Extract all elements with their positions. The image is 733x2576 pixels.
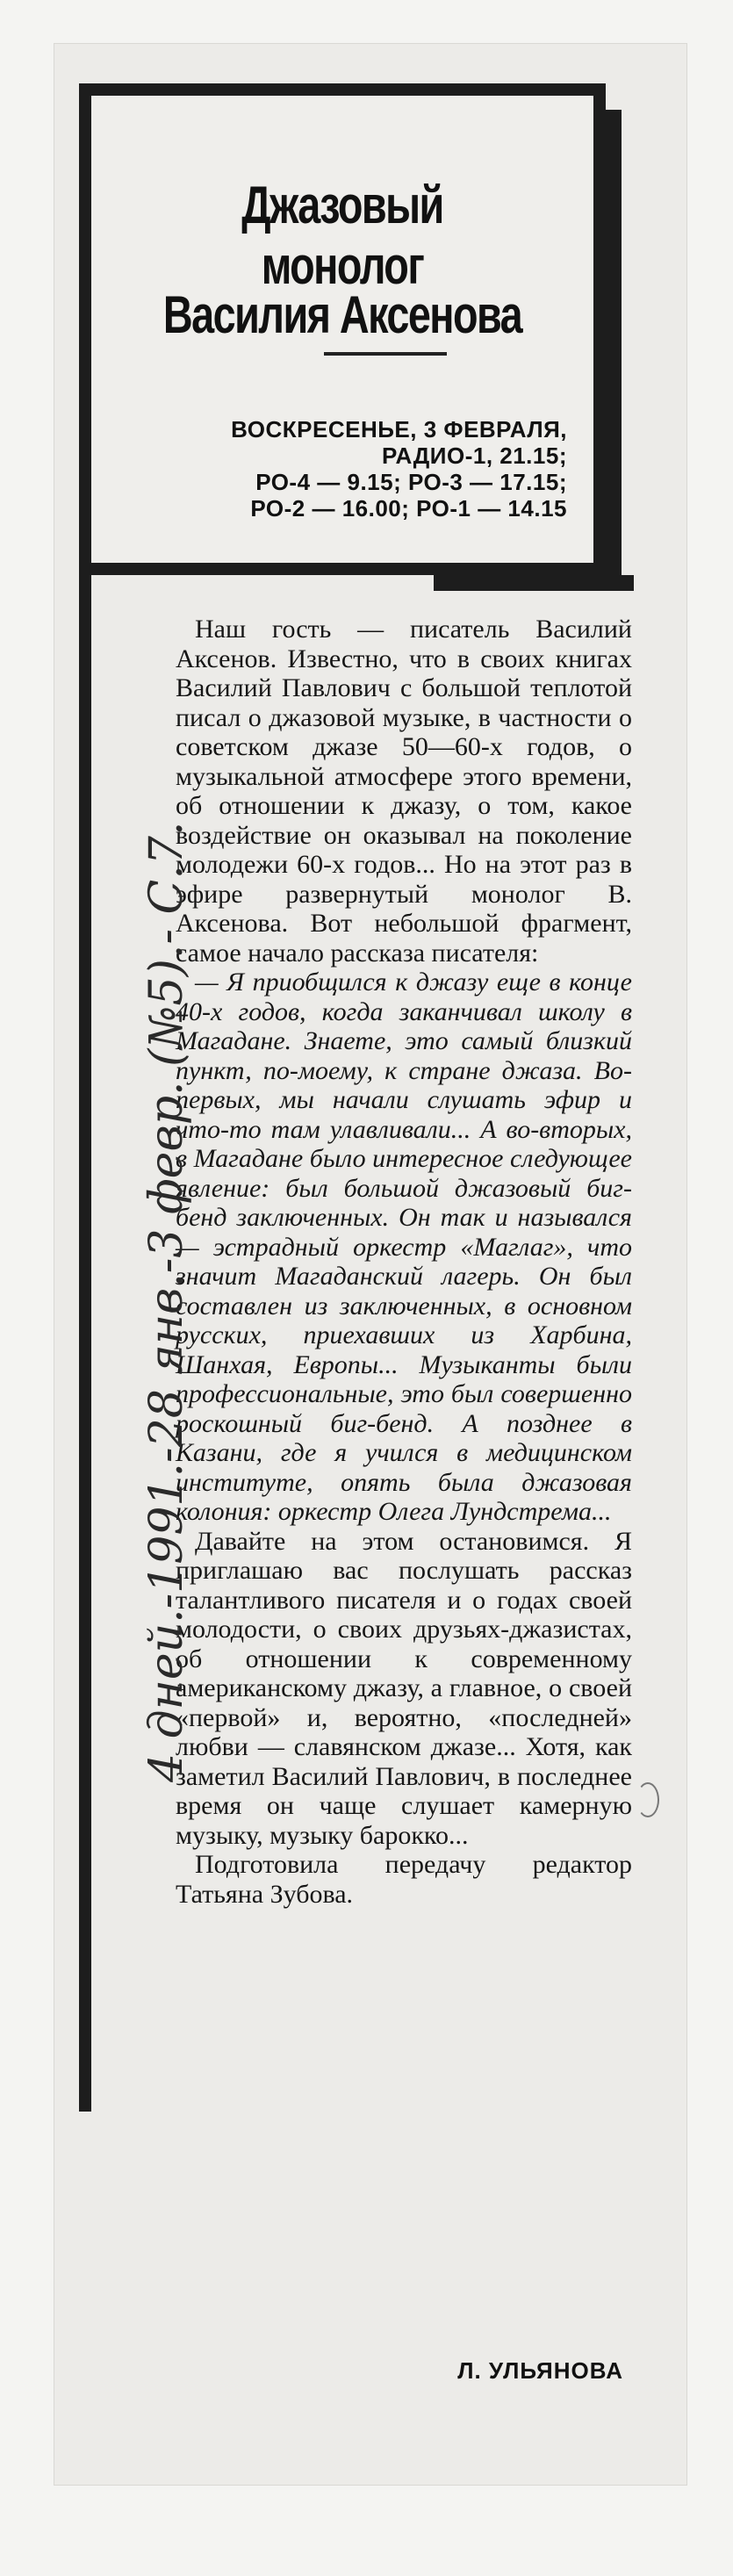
pen-mark [636, 1782, 659, 1817]
article-quote-paragraph: — Я приобщился к джазу еще в конце 40-х годов, когда заканчивал школу в Магадане. Знаете, это самый близкий пункт, по-моему, к стране джаза. Во-первых, мы начали слушать эфир и что-то там улавливали... А во-вторых, в Магадане было интересное следующее явление: был большой джазовый биг-бенд заключенных. Он так и назывался — эстрадный оркестр «Маглаг», что значит Магаданский лагерь. Он был составлен из заключенных, в основном русских, приехавших из Харбина, Шанхая, Европы... Музыканты были профессиональные, это был совершенно роскошный биг-бенд. А позднее в Казани, где я учился в медицинском институте, опять была джазовая колония: оркестр Олега Лундстрема... [176, 968, 632, 1526]
schedule-line: РАДИО-1, 21.15; [381, 443, 567, 469]
frame-shadow-right [606, 110, 622, 589]
headline-line-1: Джазовый монолог [241, 176, 443, 295]
article-credit-paragraph: Подготовила передачу редактор Татьяна Зубова. [176, 1850, 632, 1909]
schedule-line: РО-2 — 16.00; РО-1 — 14.15 [250, 495, 567, 522]
frame-shadow-bottom [434, 575, 634, 591]
schedule-line: РО-4 — 9.15; РО-3 — 17.15; [255, 469, 567, 495]
author-signature: Л. УЛЬЯНОВА [457, 2357, 623, 2384]
headline-line-2: Василия Аксенова [162, 285, 522, 344]
article-body [176, 615, 632, 1909]
header-frame [79, 83, 606, 575]
broadcast-schedule [144, 416, 567, 522]
schedule-line: ВОСКРЕСЕНЬЕ, 3 ФЕВРАЛЯ, [231, 416, 567, 443]
article-intro-paragraph: Наш гость — писатель Василий Аксенов. Известно, что в своих книгах Василий Павлович с большой теплотой писал о джазовой музыке, в частности о советском джазе 50—60-х годов, о музыкальной атмосфере этого времени, об отношении к джазу, о том, какое воздействие он оказывал на поколение молодежи 60-х годов... Но на этот раз в эфире развернутый монолог В. Аксенова. Вот небольшой фрагмент, самое начало рассказа писателя: [176, 615, 632, 968]
handwritten-note-text: 4 дней.-1991.-28 янв.-3 февр. (№5).- С.7. [140, 821, 193, 1782]
headline-underline [324, 352, 447, 356]
article-invitation-paragraph: Давайте на этом остановимся. Я приглашаю вас послушать рассказ талантливого писателя и о годах своей молодости, о своих друзьях-джазистах, об отношении к современному американскому джазу, а главное, о своей «первой» и, вероятно, «последней» любви — славянском джазе... Хотя, как заметил Василий Павлович, в последнее время он чаще слушает камерную музыку, музыку барокко... [176, 1526, 632, 1850]
